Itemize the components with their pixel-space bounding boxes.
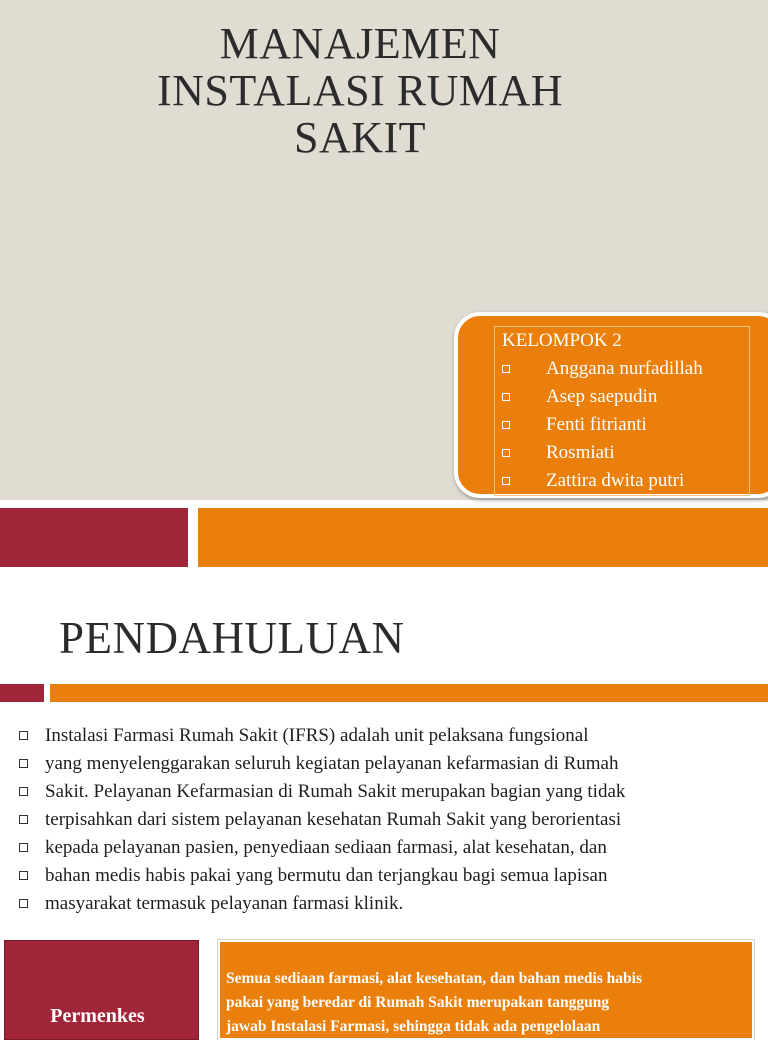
content-text bbox=[226, 967, 746, 1039]
member-name: Fenti fitrianti bbox=[546, 414, 647, 435]
square-bullet-icon bbox=[19, 731, 28, 740]
title-line: MANAJEMEN bbox=[219, 19, 501, 68]
member-name: Asep saepudin bbox=[546, 386, 658, 407]
square-bullet-icon bbox=[19, 843, 28, 852]
header-band-red bbox=[0, 508, 188, 567]
bullet-line bbox=[0, 753, 768, 781]
bullet-line bbox=[0, 837, 768, 865]
header-band-orange bbox=[198, 508, 768, 567]
bullet-line bbox=[0, 809, 768, 837]
square-bullet-icon bbox=[502, 477, 510, 485]
bullet-line bbox=[0, 865, 768, 893]
bullet-text: Instalasi Farmasi Rumah Sakit (IFRS) adalah unit pelaksana fungsional bbox=[45, 725, 589, 746]
content-line: jawab Instalasi Farmasi, sehingga tidak ada pengelolaan bbox=[226, 1018, 601, 1035]
member-item bbox=[502, 470, 742, 498]
square-bullet-icon bbox=[502, 449, 510, 457]
member-item bbox=[502, 442, 742, 470]
member-name: Anggana nurfadillah bbox=[546, 358, 703, 379]
member-item bbox=[502, 386, 742, 414]
bullet-text: bahan medis habis pakai yang bermutu dan terjangkau bagi semua lapisan bbox=[45, 865, 608, 886]
slide-title bbox=[110, 20, 610, 161]
bullet-line bbox=[0, 893, 768, 921]
group-heading: KELOMPOK 2 bbox=[502, 330, 622, 351]
member-item bbox=[502, 358, 742, 386]
bullet-text: kepada pelayanan pasien, penyediaan sediaan farmasi, alat kesehatan, dan bbox=[45, 837, 607, 858]
bullet-text: masyarakat termasuk pelayanan farmasi klinik. bbox=[45, 893, 404, 914]
member-name: Zattira dwita putri bbox=[546, 470, 685, 491]
content-line: pakai yang beredar di Rumah Sakit merupakan tanggung bbox=[226, 994, 610, 1011]
title-underline-red bbox=[0, 684, 44, 702]
bullet-line bbox=[0, 781, 768, 809]
square-bullet-icon bbox=[19, 899, 28, 908]
content-line: Semua sediaan farmasi, alat kesehatan, dan bahan medis habis bbox=[226, 970, 642, 987]
bullet-text: terpisahkan dari sistem pelayanan kesehatan Rumah Sakit yang berorientasi bbox=[45, 809, 622, 830]
square-bullet-icon bbox=[19, 787, 28, 796]
square-bullet-icon bbox=[502, 393, 510, 401]
title-underline-orange bbox=[50, 684, 768, 702]
square-bullet-icon bbox=[502, 365, 510, 373]
square-bullet-icon bbox=[19, 871, 28, 880]
title-line: SAKIT bbox=[293, 113, 427, 162]
member-name: Rosmiati bbox=[546, 442, 615, 463]
bullet-text: yang menyelenggarakan seluruh kegiatan pelayanan kefarmasian di Rumah bbox=[45, 753, 619, 774]
title-line: INSTALASI RUMAH bbox=[156, 66, 564, 115]
title-slide bbox=[0, 0, 768, 500]
square-bullet-icon bbox=[502, 421, 510, 429]
source-label: Permenkes bbox=[50, 1005, 145, 1027]
group-members-box bbox=[454, 312, 768, 498]
bullet-text: Sakit. Pelayanan Kefarmasian di Rumah Sakit merupakan bagian yang tidak bbox=[45, 781, 626, 802]
square-bullet-icon bbox=[19, 815, 28, 824]
bullet-line bbox=[0, 725, 768, 753]
square-bullet-icon bbox=[19, 759, 28, 768]
section-title: PENDAHULUAN bbox=[59, 613, 405, 663]
member-item bbox=[502, 414, 742, 442]
